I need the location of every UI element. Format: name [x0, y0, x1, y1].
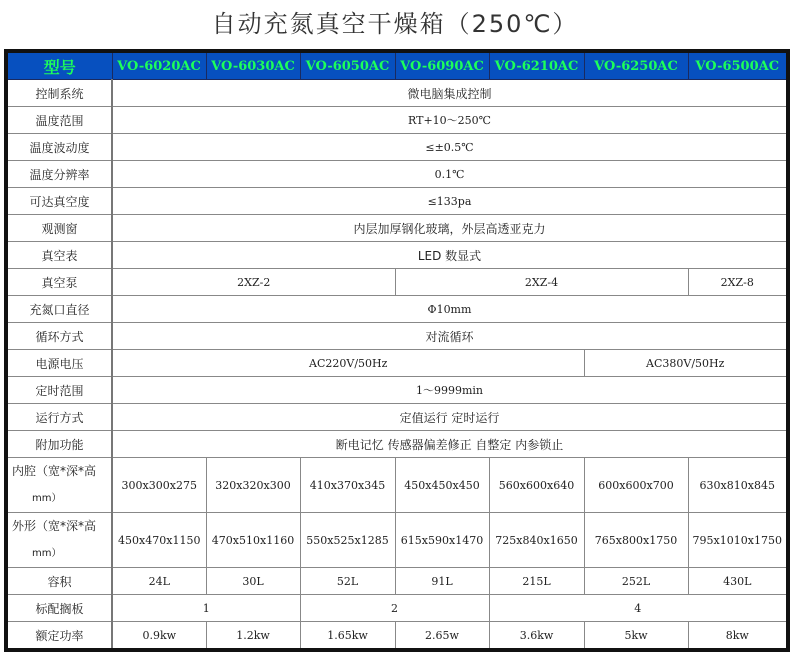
cell: 450x450x450	[395, 458, 489, 513]
cell: Φ10mm	[112, 296, 788, 323]
cell: 微电脑集成控制	[112, 80, 788, 107]
table-row	[6, 269, 788, 296]
cell: LED 数显式	[112, 242, 788, 269]
cell: 252L	[584, 568, 688, 595]
row-label: 容积	[6, 568, 112, 595]
table-row	[6, 513, 788, 568]
cell: 3.6kw	[489, 622, 584, 651]
cell: 0.9kw	[112, 622, 206, 651]
cell: 52L	[300, 568, 395, 595]
header-row	[6, 51, 788, 80]
table-row	[6, 134, 788, 161]
header-label: 型号	[6, 51, 112, 80]
cell: 560x600x640	[489, 458, 584, 513]
table-row	[6, 80, 788, 107]
cell: 630x810x845	[688, 458, 788, 513]
cell: 550x525x1285	[300, 513, 395, 568]
row-label: 温度分辨率	[6, 161, 112, 188]
table-row	[6, 215, 788, 242]
table-row	[6, 161, 788, 188]
table-row	[6, 350, 788, 377]
row-label: 电源电压	[6, 350, 112, 377]
row-label	[6, 458, 112, 513]
row-label-line: 内腔（宽*深*高	[12, 464, 97, 478]
table-row	[6, 107, 788, 134]
cell: 2XZ-8	[688, 269, 788, 296]
cell: 725x840x1650	[489, 513, 584, 568]
page-title: 自动充氮真空干燥箱（250℃）	[211, 10, 579, 38]
cell: 断电记忆 传感器偏差修正 自整定 内参锁止	[112, 431, 788, 458]
row-label: 真空泵	[6, 269, 112, 296]
cell: 2	[300, 595, 489, 622]
row-label: 额定功率	[6, 622, 112, 651]
cell: 1.65kw	[300, 622, 395, 651]
cell: 内层加厚钢化玻璃，外层高透亚克力	[112, 215, 788, 242]
cell: 1	[112, 595, 300, 622]
cell: 2XZ-4	[395, 269, 688, 296]
table-row	[6, 431, 788, 458]
cell: 320x320x300	[206, 458, 300, 513]
row-label: 控制系统	[6, 80, 112, 107]
cell: 对流循环	[112, 323, 788, 350]
row-label: 运行方式	[6, 404, 112, 431]
model-header: VO-6030AC	[206, 51, 300, 80]
model-header: VO-6090AC	[395, 51, 489, 80]
table-row	[6, 188, 788, 215]
table-row	[6, 458, 788, 513]
table-row	[6, 595, 788, 622]
table-row	[6, 242, 788, 269]
cell: 定值运行 定时运行	[112, 404, 788, 431]
table-row	[6, 323, 788, 350]
cell: AC220V/50Hz	[112, 350, 584, 377]
table-row	[6, 404, 788, 431]
table-row	[6, 377, 788, 404]
cell: 1.2kw	[206, 622, 300, 651]
cell: 410x370x345	[300, 458, 395, 513]
cell: 5kw	[584, 622, 688, 651]
cell: 24L	[112, 568, 206, 595]
row-label: 可达真空度	[6, 188, 112, 215]
cell: 450x470x1150	[112, 513, 206, 568]
row-label-line: mm）	[32, 548, 62, 559]
cell: RT+10～250℃	[112, 107, 788, 134]
row-label: 充氮口直径	[6, 296, 112, 323]
cell: 30L	[206, 568, 300, 595]
cell: 8kw	[688, 622, 788, 651]
cell: 765x800x1750	[584, 513, 688, 568]
table-row	[6, 622, 788, 651]
cell: ≤±0.5℃	[112, 134, 788, 161]
row-label: 观测窗	[6, 215, 112, 242]
row-label: 温度波动度	[6, 134, 112, 161]
cell: 215L	[489, 568, 584, 595]
cell: 0.1℃	[112, 161, 788, 188]
row-label: 真空表	[6, 242, 112, 269]
cell: 615x590x1470	[395, 513, 489, 568]
table-row	[6, 568, 788, 595]
cell: 600x600x700	[584, 458, 688, 513]
row-label: 循环方式	[6, 323, 112, 350]
cell: ≤133pa	[112, 188, 788, 215]
table-row	[6, 296, 788, 323]
cell: AC380V/50Hz	[584, 350, 788, 377]
row-label-line: mm）	[32, 493, 62, 504]
cell: 470x510x1160	[206, 513, 300, 568]
model-header: VO-6210AC	[489, 51, 584, 80]
cell: 1～9999min	[112, 377, 788, 404]
row-label: 标配搁板	[6, 595, 112, 622]
cell: 4	[489, 595, 788, 622]
cell: 430L	[688, 568, 788, 595]
row-label: 温度范围	[6, 107, 112, 134]
model-header: VO-6250AC	[584, 51, 688, 80]
spec-table	[4, 49, 790, 652]
row-label-line: 外形（宽*深*高	[12, 519, 97, 533]
cell: 2.65w	[395, 622, 489, 651]
cell: 91L	[395, 568, 489, 595]
cell: 2XZ-2	[112, 269, 395, 296]
row-label: 附加功能	[6, 431, 112, 458]
row-label: 定时范围	[6, 377, 112, 404]
cell: 795x1010x1750	[688, 513, 788, 568]
cell: 300x300x275	[112, 458, 206, 513]
model-header: VO-6050AC	[300, 51, 395, 80]
model-header: VO-6500AC	[688, 51, 788, 80]
model-header: VO-6020AC	[112, 51, 206, 80]
row-label	[6, 513, 112, 568]
